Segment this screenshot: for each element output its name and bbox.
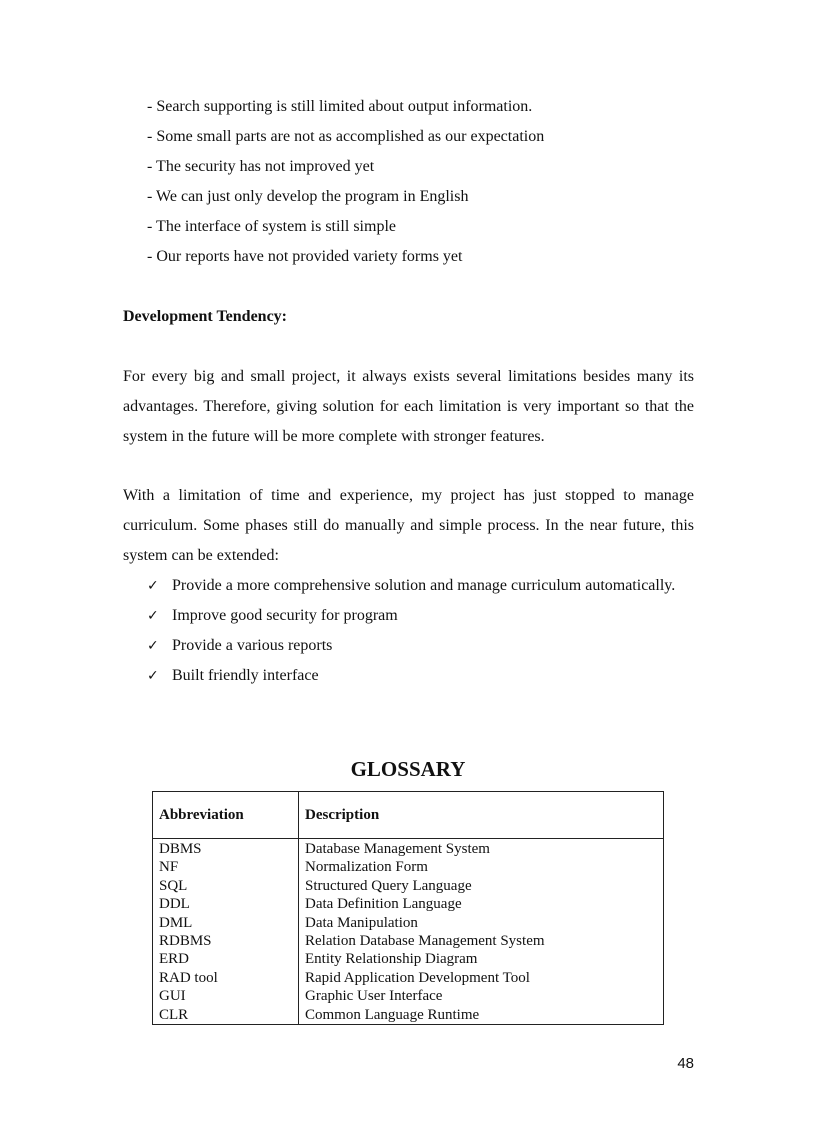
- paragraph: For every big and small project, it always exists several limitations besides many its advantages. Therefore, giving solution for each limitation is very important so that the system in the future will be more complete with stronger features.: [123, 368, 694, 445]
- limitations-list: [147, 95, 707, 275]
- checklist-item-text: Improve good security for program: [172, 607, 398, 624]
- abbreviation: ERD: [159, 951, 189, 968]
- abbreviation: GUI: [159, 988, 186, 1005]
- paragraph: With a limitation of time and experience, my project has just stopped to manage curriculum. Some phases still do manually and simple process. In the near future, this system can be extended:: [123, 487, 694, 564]
- description: Graphic User Interface: [305, 988, 443, 1005]
- glossary-table: [152, 791, 664, 1025]
- description: Entity Relationship Diagram: [305, 951, 478, 968]
- abbreviation-cell: [153, 839, 299, 1025]
- abbreviation: SQL: [159, 877, 188, 894]
- description-cell: [299, 839, 664, 1025]
- abbreviation: RAD tool: [159, 969, 218, 986]
- table-row: [153, 839, 664, 1025]
- description: Database Management System: [305, 841, 490, 857]
- checklist-item-text: Provide a more comprehensive solution and manage curriculum automatically.: [172, 577, 676, 594]
- extension-checklist: [147, 571, 707, 691]
- checkmark-icon: ✓: [147, 668, 159, 684]
- description: Data Manipulation: [305, 914, 418, 931]
- abbreviation: NF: [159, 859, 179, 876]
- abbreviation: DML: [159, 914, 193, 931]
- limitation-item: - Our reports have not provided variety forms yet: [147, 248, 463, 265]
- page-number: 48: [677, 1055, 694, 1072]
- checklist-item: [147, 601, 707, 631]
- checklist-item: [147, 631, 707, 661]
- limitation-item: - The interface of system is still simple: [147, 218, 396, 235]
- column-header-abbreviation: Abbreviation: [153, 792, 299, 839]
- abbreviation: CLR: [159, 1006, 189, 1023]
- limitation-item: - We can just only develop the program in English: [147, 188, 469, 205]
- limitation-item: - Search supporting is still limited about output information.: [147, 98, 533, 115]
- column-header-description: Description: [299, 792, 664, 839]
- checklist-item: [147, 571, 707, 601]
- checkmark-icon: ✓: [147, 578, 159, 594]
- description: Common Language Runtime: [305, 1006, 480, 1023]
- abbreviation: RDBMS: [159, 933, 212, 950]
- limitation-item: - The security has not improved yet: [147, 158, 375, 175]
- checkmark-icon: ✓: [147, 638, 159, 654]
- limitation-item: - Some small parts are not as accomplished as our expectation: [147, 128, 545, 145]
- abbreviation: DDL: [159, 896, 190, 913]
- description: Rapid Application Development Tool: [305, 969, 530, 986]
- checklist-item-text: Built friendly interface: [172, 667, 319, 684]
- section-heading: Development Tendency:: [123, 308, 287, 325]
- description: Data Definition Language: [305, 896, 462, 913]
- table-header-row: [153, 792, 664, 839]
- description: Relation Database Management System: [305, 933, 545, 950]
- checkmark-icon: ✓: [147, 608, 159, 624]
- glossary-title: GLOSSARY: [350, 757, 466, 781]
- description: Structured Query Language: [305, 877, 472, 894]
- abbreviation: DBMS: [159, 841, 202, 857]
- description: Normalization Form: [305, 859, 428, 876]
- checklist-item-text: Provide a various reports: [172, 637, 333, 654]
- checklist-item: [147, 661, 707, 691]
